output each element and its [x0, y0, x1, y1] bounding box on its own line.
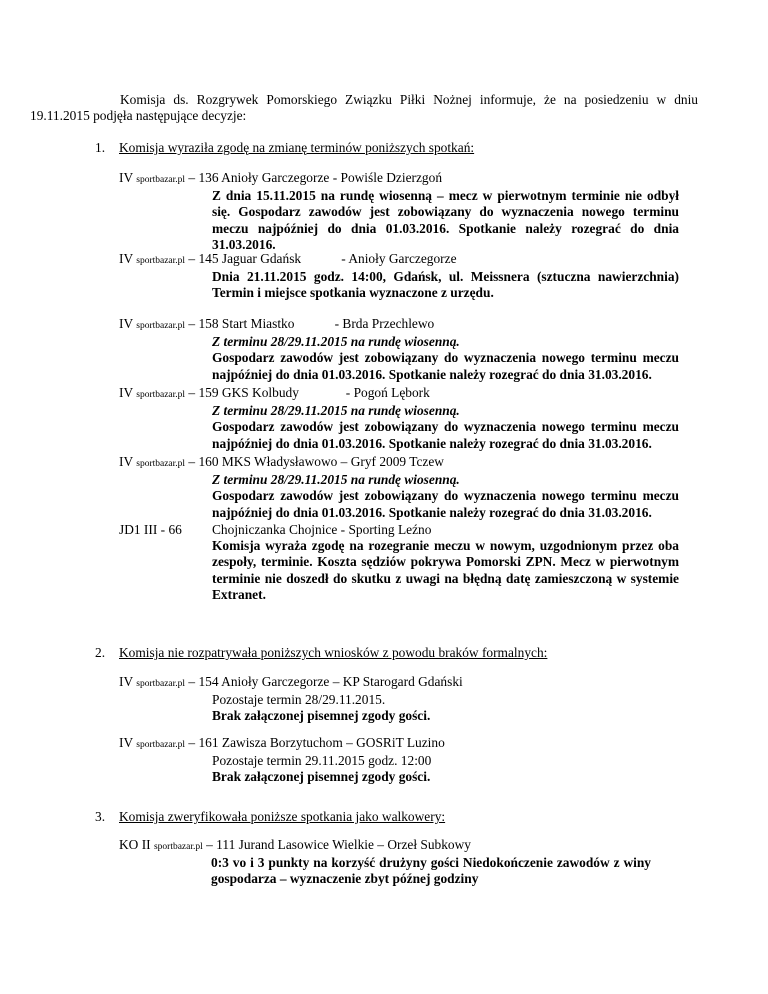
match-decision: 0:3 vo i 3 punkty na korzyść drużyny gości Niedokończenie zawodów z winy gospodarza – wyznaczenie zbyt późnej godziny: [211, 855, 651, 887]
match-header: [119, 170, 679, 188]
match-obligation: Gospodarz zawodów jest zobowiązany do wyznaczenia nowego terminu meczu najpóźniej do dnia 01.03.2016. Spotkanie należy rozegrać do dnia 31.03.2016.: [212, 419, 679, 451]
section-number: 2.: [95, 645, 106, 660]
match-decision: Brak załączonej pisemnej zgody gości.: [212, 769, 431, 785]
match-entry: [119, 170, 679, 253]
league-label: IV: [119, 316, 133, 331]
match-entry: [119, 251, 679, 302]
sponsor-label: sportbazar.pl: [136, 679, 186, 689]
section-number: 3.: [95, 809, 106, 824]
match-reschedule-note: Z terminu 28/29.11.2015 na rundę wiosenną.: [212, 334, 460, 350]
match-header: [119, 454, 679, 472]
league-label: IV: [119, 454, 133, 469]
match-header: [119, 735, 679, 753]
section-number: 1.: [95, 140, 106, 155]
match-reschedule-note: Z terminu 28/29.11.2015 na rundę wiosenną.: [212, 472, 460, 488]
sponsor-label: sportbazar.pl: [136, 390, 186, 400]
intro-paragraph: Komisja ds. Rozgrywek Pomorskiego Związku Piłki Nożnej informuje, że na posiedzeniu w dniu 19.11.2015 podjęła następujące decyzje:: [30, 92, 698, 124]
match-obligation: Gospodarz zawodów jest zobowiązany do wyznaczenia nowego terminu meczu najpóźniej do dnia 01.03.2016. Spotkanie należy rozegrać do dnia 31.03.2016.: [212, 488, 679, 520]
match-entry-jd: [119, 522, 679, 603]
match-teams: – 111 Jurand Lasowice Wielkie – Orzeł Subkowy: [206, 837, 471, 852]
match-teams: – 158 Start Miastko - Brda Przechlewo: [188, 316, 435, 331]
sponsor-label: sportbazar.pl: [136, 459, 186, 469]
league-label: IV: [119, 170, 133, 185]
match-decision: [212, 472, 679, 521]
match-decision: [212, 403, 679, 452]
match-entry: [119, 735, 679, 786]
match-decision: Z dnia 15.11.2015 na rundę wiosenną – mecz w pierwotnym terminie nie odbył się. Gospodarz zawodów jest zobowiązany do wyznaczenia nowego terminu meczu najpóźniej do dnia 01.03.2016. Spotkanie należy rozegrać do dnia 31.03.2016.: [212, 188, 679, 252]
match-teams: – 161 Zawisza Borzytuchom – GOSRiT Luzino: [188, 735, 445, 750]
sponsor-label: sportbazar.pl: [153, 842, 203, 852]
league-label: IV: [119, 251, 133, 266]
match-teams: Chojniczanka Chojnice - Sporting Leźno: [212, 522, 432, 537]
league-label: IV: [119, 674, 133, 689]
match-teams: – 136 Anioły Garczegorze - Powiśle Dzierzgoń: [188, 170, 443, 185]
section-title: Komisja wyraziła zgodę na zmianę terminów poniższych spotkań:: [119, 140, 475, 155]
match-reschedule-note: Z terminu 28/29.11.2015 na rundę wiosenną.: [212, 403, 460, 419]
match-entry: [119, 316, 679, 383]
section-title: Komisja zweryfikowała poniższe spotkania jako walkowery:: [119, 809, 446, 824]
match-teams: – 160 MKS Władysławowo – Gryf 2009 Tczew: [188, 454, 444, 469]
match-entry: [119, 385, 679, 452]
match-teams: – 145 Jaguar Gdańsk - Anioły Garczegorze: [188, 251, 457, 266]
match-decision: Brak załączonej pisemnej zgody gości.: [212, 708, 431, 724]
league-label: IV: [119, 735, 133, 750]
league-label: JD1 III - 66: [119, 522, 182, 537]
match-note: Pozostaje termin 28/29.11.2015.: [212, 692, 386, 708]
match-entry: [119, 674, 679, 725]
match-obligation: Gospodarz zawodów jest zobowiązany do wyznaczenia nowego terminu meczu najpóźniej do dnia 01.03.2016. Spotkanie należy rozegrać do dnia 31.03.2016.: [212, 350, 679, 382]
match-header: [119, 316, 679, 334]
match-header: [119, 674, 679, 692]
match-decision: [212, 522, 679, 603]
sponsor-label: sportbazar.pl: [136, 740, 186, 750]
match-teams: – 159 GKS Kolbudy - Pogoń Lębork: [188, 385, 430, 400]
match-decision-text: Komisja wyraża zgodę na rozegranie meczu w nowym, uzgodnionym przez oba zespoły, terminie. Koszta sędziów pokrywa Pomorski ZPN. Mecz w pierwotnym terminie nie doszedł do skutku z uwagi na błędną datę zamieszczoną w systemie Extranet.: [212, 538, 679, 602]
section-title: Komisja nie rozpatrywała poniższych wniosków z powodu braków formalnych:: [119, 645, 548, 660]
match-header: [119, 837, 679, 855]
match-decision: Dnia 21.11.2015 godz. 14:00, Gdańsk, ul. Meissnera (sztuczna nawierzchnia) Termin i miejsce spotkania wyznaczone z urzędu.: [212, 269, 679, 301]
match-decision: [212, 334, 679, 383]
league-label: KO II: [119, 837, 151, 852]
match-note: Pozostaje termin 29.11.2015 godz. 12:00: [212, 753, 432, 769]
match-entry: [119, 837, 679, 888]
match-header: [119, 385, 679, 403]
sponsor-label: sportbazar.pl: [136, 256, 186, 266]
sponsor-label: sportbazar.pl: [136, 321, 186, 331]
match-entry: [119, 454, 679, 521]
sponsor-label: sportbazar.pl: [136, 175, 186, 185]
match-header: [119, 251, 679, 269]
match-teams: – 154 Anioły Garczegorze – KP Starogard Gdański: [188, 674, 463, 689]
league-label: IV: [119, 385, 133, 400]
